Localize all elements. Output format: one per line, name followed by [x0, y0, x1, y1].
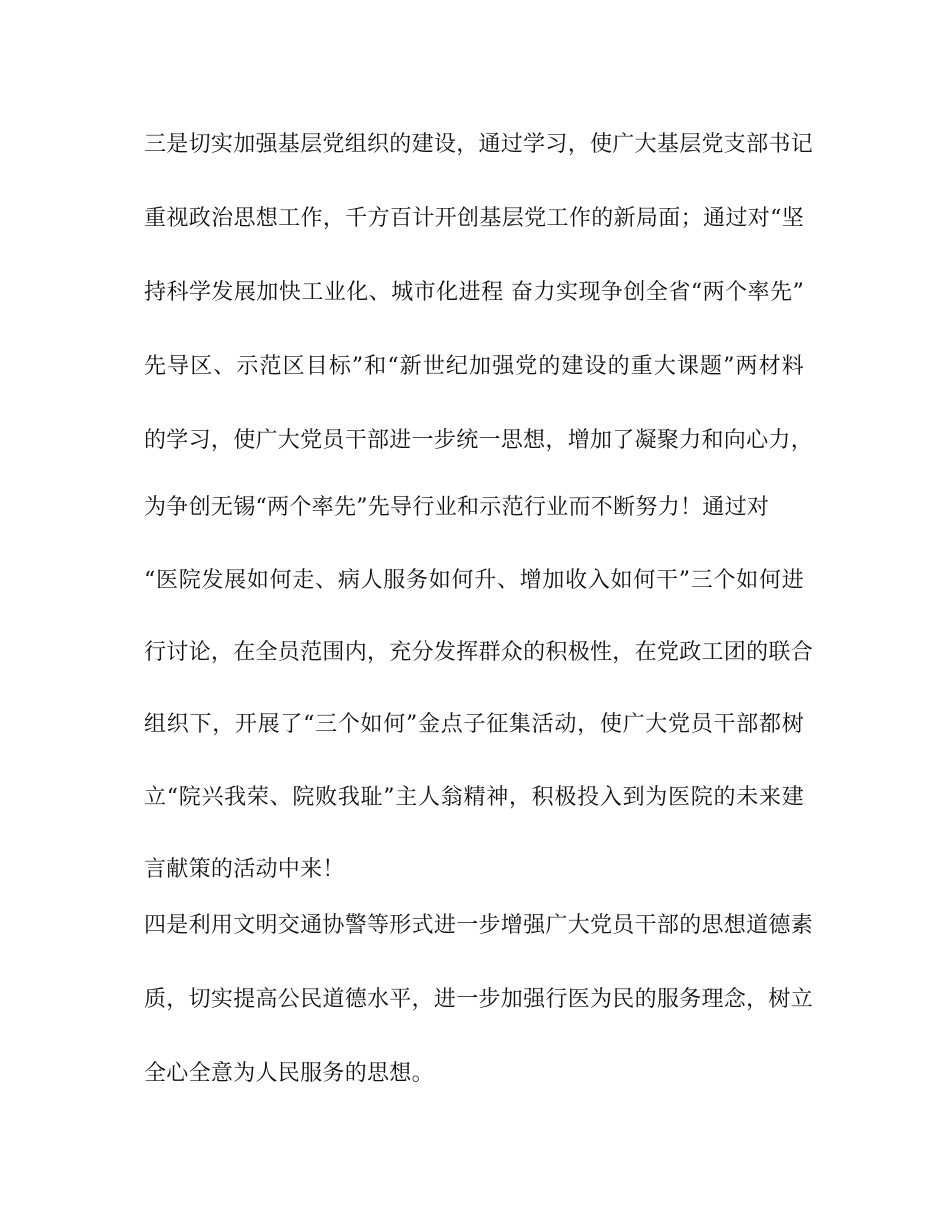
text-line: 全心全意为人民服务的思想。 [144, 1061, 434, 1086]
text-line: 立“院兴我荣、院败我耻”主人翁精神，积极投入到为医院的未来建 [144, 785, 804, 810]
text-line: 组织下，开展了“三个如何”金点子征集活动，使广大党员干部都树 [144, 712, 804, 737]
text-line: 持科学发展加快工业化、城市化进程 奋力实现争创全省“两个率先” [144, 280, 804, 305]
text-line: “医院发展如何走、病人服务如何升、增加收入如何干”三个如何进 [144, 568, 804, 593]
text-line: 重视政治思想工作，千方百计开创基层党工作的新局面；通过对“坚 [144, 206, 804, 231]
text-line: 三是切实加强基层党组织的建设，通过学习，使广大基层党支部书记 [144, 132, 814, 157]
text-line: 质，切实提高公民道德水平，进一步加强行医为民的服务理念，树立 [144, 987, 814, 1012]
text-line: 言献策的活动中来！ [144, 857, 345, 882]
text-line: 四是利用文明交通协警等形式进一步增强广大党员干部的思想道德素 [144, 913, 814, 938]
text-line: 先导区、示范区目标”和“新世纪加强党的建设的重大课题”两材料 [144, 354, 804, 379]
text-line: 行讨论，在全员范围内，充分发挥群众的积极性，在党政工团的联合 [144, 640, 814, 665]
text-line: 的学习，使广大党员干部进一步统一思想，增加了凝聚力和向心力， [144, 428, 814, 453]
text-line: 为争创无锡“两个率先”先导行业和示范行业而不断努力！通过对 [144, 495, 770, 520]
